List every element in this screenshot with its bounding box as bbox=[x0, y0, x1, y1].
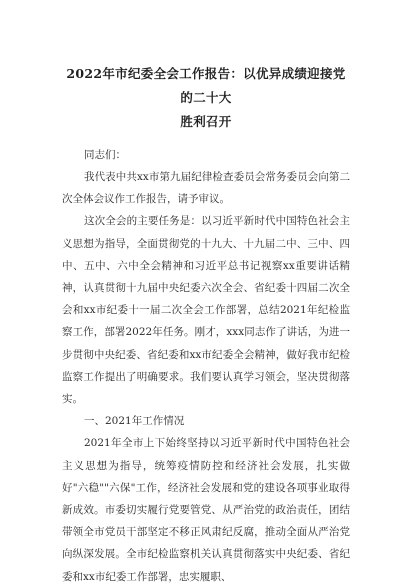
paragraph-main-tasks: 这次全会的主要任务是：以习近平新时代中国特色社会主义思想为指导，全面贯彻党的十九大、十九届二中、三中、四中、五中、六中全会精神和习近平总书记视察xx重要讲话精神，认真贯彻十九届中央纪委六次全会、省纪委十四届二次全会和xx市纪委十一届二次全会工作部署，总结2021年纪检监察工作，部署2022年任务。刚才，xxx同志作了讲话，为进一步贯彻中央纪委、省纪委和xx市纪委全会精神，做好我市纪检监察工作提出了明确要求。我们要认真学习领会，坚决贯彻落实。 bbox=[62, 215, 350, 406]
section-paragraph: 2021年全市上下始终坚持以习近平新时代中国特色社会主义思想为指导，统筹疫情防控和经济社会发展，扎实做好"六稳""六保"工作，经济社会发展和党的建设各项事业取得新成效。市委切实履行党要管党、从严治党的政治责任，团结带领全市党员干部坚定不移正风肃纪反腐，推动全面从严治党向纵深发展。全市纪检监察机关认真贯彻落实中央纪委、省纪委和xx市纪委工作部署，忠实履职、 bbox=[62, 437, 350, 583]
title-line-2: 胜利召开 bbox=[180, 114, 232, 129]
document-title bbox=[62, 62, 350, 134]
salutation: 同志们： bbox=[84, 149, 126, 161]
paragraph-intro: 我代表中共xx市第九届纪律检查委员会常务委员会向第二次全体会议作工作报告，请予审议。 bbox=[62, 171, 350, 206]
section-heading: 一、2021年工作情况 bbox=[84, 415, 185, 428]
title-line-1: 2022年市纪委全会工作报告：以优异成绩迎接党的二十大 bbox=[66, 66, 346, 105]
